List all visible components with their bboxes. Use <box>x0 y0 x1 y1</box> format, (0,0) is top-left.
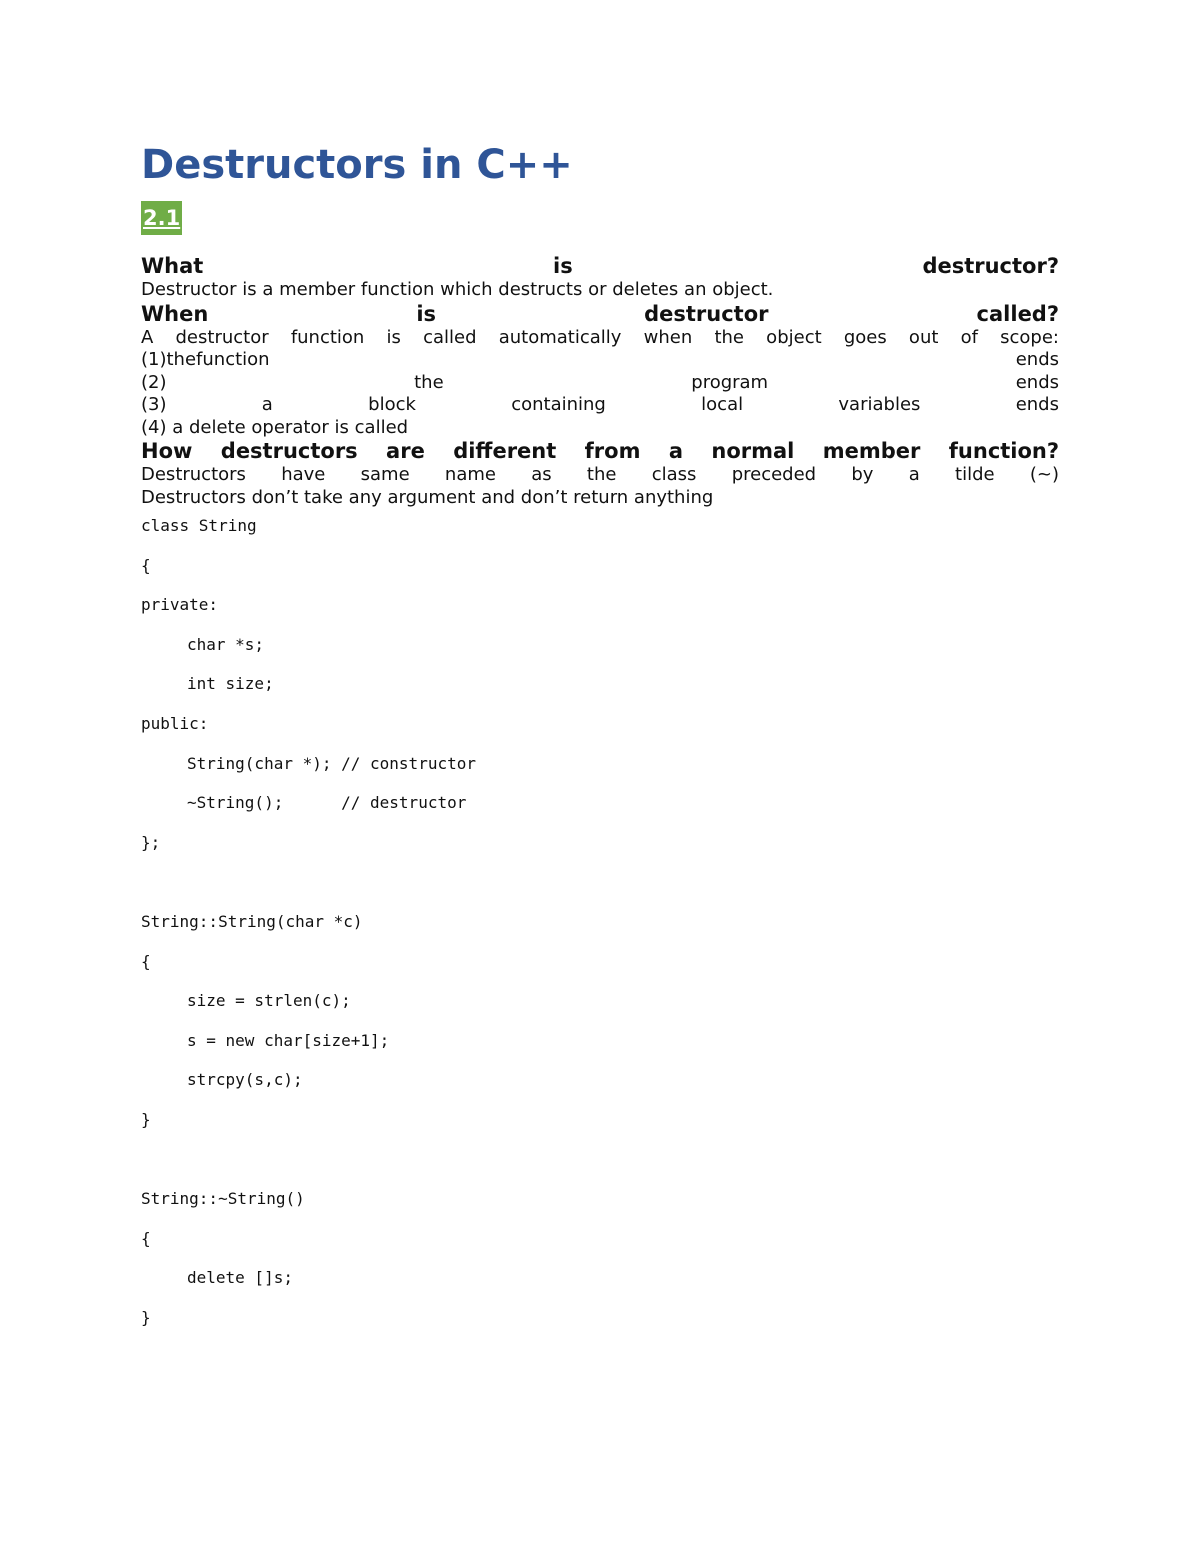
heading-word: How <box>141 439 193 463</box>
code-line: strcpy(s,c); <box>187 1070 303 1090</box>
code-line: size = strlen(c); <box>187 991 351 1011</box>
heading-word: normal <box>711 439 795 463</box>
heading-word: from <box>584 439 641 463</box>
code-line: }; <box>141 832 161 852</box>
code-line: ~String(); // destructor <box>187 793 467 813</box>
section-number: 2.1 <box>141 201 182 235</box>
heading-word: different <box>453 439 557 463</box>
code-line: } <box>141 1307 151 1327</box>
document-body <box>141 254 1059 509</box>
difference-paragraph: Destructors have same name as the class preceded by a tilde (~) <box>141 464 1059 485</box>
heading-what-is-destructor <box>141 254 1059 279</box>
difference-paragraph: Destructors don’t take any argument and don’t return anything <box>141 486 714 508</box>
code-line: s = new char[size+1]; <box>187 1030 390 1050</box>
heading-how-different <box>141 439 1059 464</box>
code-line: } <box>141 1109 151 1129</box>
case-item: (2) the program ends <box>141 371 1059 393</box>
heading-word: destructors <box>220 439 358 463</box>
heading-word: member <box>822 439 921 463</box>
code-line: { <box>141 555 151 575</box>
heading-when-is-destructor-called <box>141 302 1059 327</box>
code-line: String::String(char *c) <box>141 911 363 931</box>
code-line: delete []s; <box>187 1268 293 1288</box>
case-item: (1)thefunction ends <box>141 349 1059 370</box>
heading-word: destructor <box>644 301 769 326</box>
code-line: public: <box>141 713 209 733</box>
definition-paragraph: Destructor is a member function which destructs or deletes an object. <box>141 279 774 300</box>
code-line: String(char *); // constructor <box>187 753 476 773</box>
code-block <box>141 516 476 1347</box>
code-line: { <box>141 951 151 971</box>
code-line: { <box>141 1228 151 1248</box>
case-item: (4) a delete operator is called <box>141 416 409 438</box>
heading-word: function? <box>948 439 1060 463</box>
heading-word: is <box>553 254 573 278</box>
page-title: Destructors in C++ <box>141 142 573 188</box>
heading-word: What <box>141 254 204 278</box>
code-line <box>141 872 476 912</box>
code-line: class String <box>141 516 257 535</box>
code-line: private: <box>141 595 219 615</box>
heading-word: called? <box>976 301 1060 326</box>
called-intro-paragraph: A destructor function is called automatically when the object goes out of scope: <box>141 326 1059 348</box>
code-line: int size; <box>187 674 274 694</box>
case-item: (3) a block containing local variables ends <box>141 394 1059 415</box>
code-line <box>141 1150 476 1190</box>
heading-word: is <box>416 301 437 326</box>
code-line: char *s; <box>187 634 265 654</box>
heading-word: are <box>386 439 425 463</box>
heading-word: destructor? <box>922 254 1060 278</box>
heading-word: When <box>141 301 209 326</box>
code-line: String::~String() <box>141 1189 305 1209</box>
heading-word: a <box>668 439 684 463</box>
